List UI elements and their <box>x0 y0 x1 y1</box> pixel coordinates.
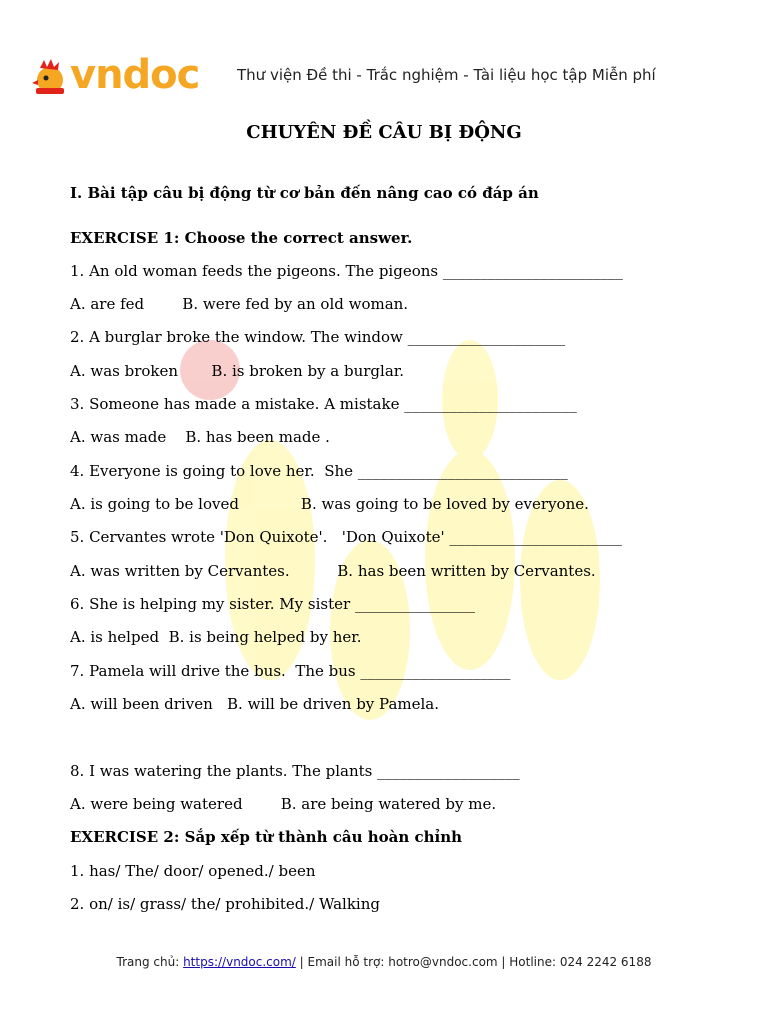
exercise-line: 2. A burglar broke the window. The window _____________________ <box>70 328 566 346</box>
exercise-line: A. was made B. has been made . <box>70 428 330 446</box>
page-footer <box>0 955 768 969</box>
section-heading: I. Bài tập câu bị động từ cơ bản đến nâng cao có đáp án <box>70 184 539 202</box>
exercise-line: 2. on/ is/ grass/ the/ prohibited./ Walking <box>70 895 380 913</box>
document-title: CHUYÊN ĐỀ CÂU BỊ ĐỘNG <box>246 122 522 143</box>
exercise-line: 8. I was watering the plants. The plants ___________________ <box>70 762 520 780</box>
exercise-line: A. will been driven B. will be driven by Pamela. <box>70 695 440 713</box>
rooster-icon <box>32 58 68 98</box>
exercise-line: A. was broken B. is broken by a burglar. <box>70 362 405 380</box>
logo-wordmark: vndoc <box>70 52 200 98</box>
header-tagline: Thư viện Đề thi - Trắc nghiệm - Tài liệu học tập Miễn phí <box>237 66 656 84</box>
exercise-line: 5. Cervantes wrote 'Don Quixote'. 'Don Quixote' _______________________ <box>70 528 622 546</box>
exercise-line: 1. An old woman feeds the pigeons. The pigeons ________________________ <box>70 262 623 280</box>
page-header <box>0 0 768 110</box>
exercise-line: 4. Everyone is going to love her. She ____________________________ <box>70 462 568 480</box>
exercise-line: A. was written by Cervantes. B. has been written by Cervantes. <box>70 562 596 580</box>
exercise-line: A. is going to be loved B. was going to be loved by everyone. <box>70 495 589 513</box>
exercise-line: 6. She is helping my sister. My sister ________________ <box>70 595 475 613</box>
exercise-line: 1. has/ The/ door/ opened./ been <box>70 862 316 880</box>
vndoc-logo[interactable] <box>32 52 202 98</box>
exercise-line: A. is helped B. is being helped by her. <box>70 628 362 646</box>
exercise-line: A. were being watered B. are being watered by me. <box>70 795 497 813</box>
exercise-line: 7. Pamela will drive the bus. The bus ____________________ <box>70 662 511 680</box>
exercise-line: A. are fed B. were fed by an old woman. <box>70 295 409 313</box>
footer-prefix: Trang chủ: <box>116 955 184 969</box>
homepage-link[interactable]: https://vndoc.com/ <box>183 955 296 969</box>
exercise2-heading: EXERCISE 2: Sắp xếp từ thành câu hoàn chỉnh <box>70 828 462 846</box>
exercise1-heading: EXERCISE 1: Choose the correct answer. <box>70 229 413 247</box>
footer-contact: | Email hỗ trợ: hotro@vndoc.com | Hotline: 024 2242 6188 <box>295 955 652 969</box>
exercise-line: 3. Someone has made a mistake. A mistake _______________________ <box>70 395 577 413</box>
